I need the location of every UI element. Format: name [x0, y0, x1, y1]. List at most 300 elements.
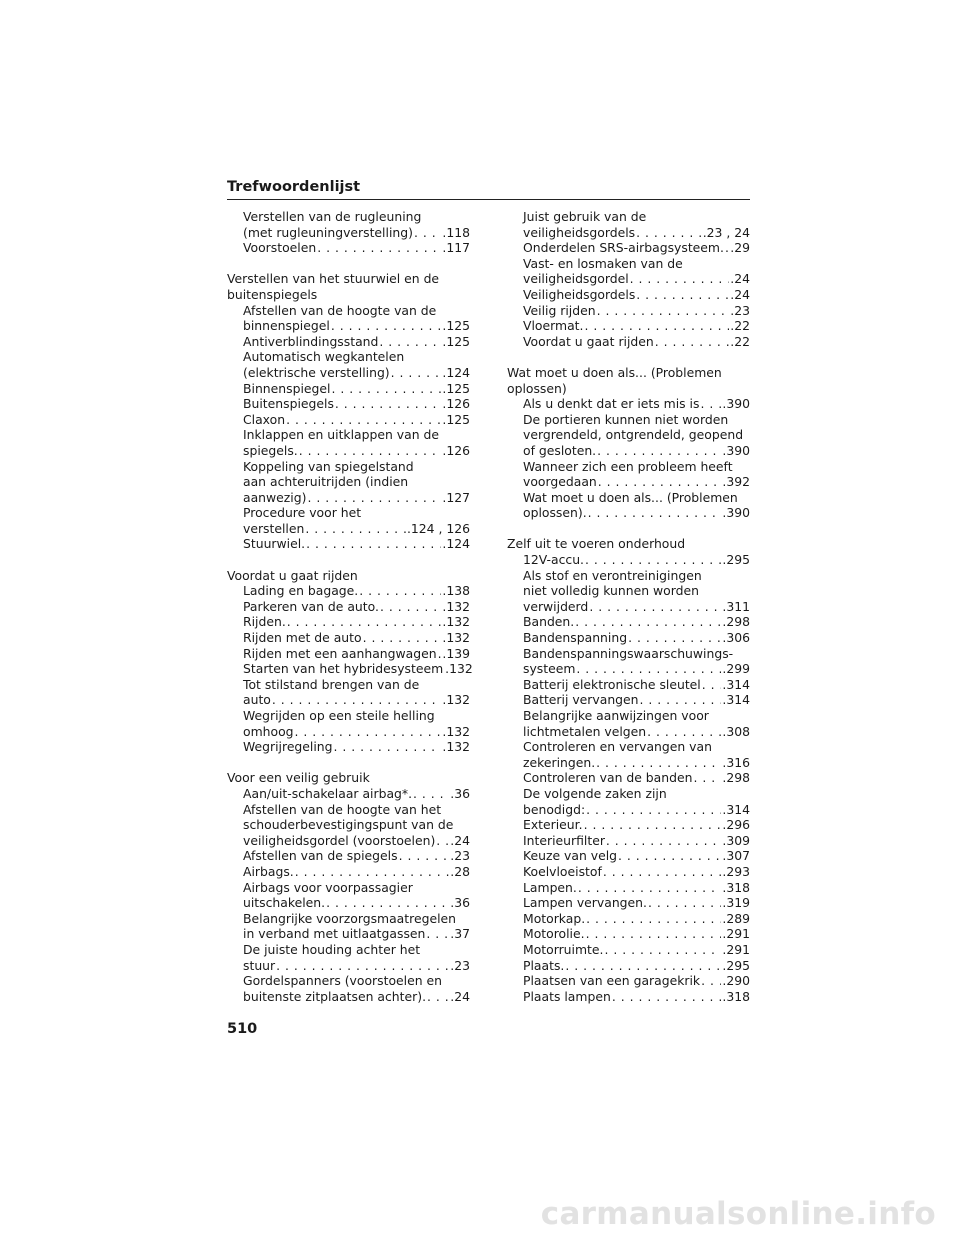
page-reference: .296 [722, 817, 750, 833]
entry-term: Lampen. [523, 879, 577, 895]
page-reference: .295 [722, 957, 750, 973]
entry-term: lichtmetalen velgen [523, 723, 647, 739]
entry-last-line [243, 739, 470, 755]
entry-text-line: Bandenspanningswaarschuwings- [523, 645, 734, 661]
index-column-left [227, 209, 473, 1020]
entry-text-line: Belangrijke aanwijzingen voor [523, 708, 709, 723]
index-entry [523, 989, 750, 1005]
entry-last-line [523, 614, 750, 630]
page-reference: .28 [450, 863, 470, 879]
index-entry [523, 630, 750, 646]
page-reference: .298 [722, 770, 750, 786]
entry-last-line [243, 521, 470, 537]
index-entry [523, 396, 750, 412]
dot-leader [359, 583, 441, 599]
index-entry [243, 381, 470, 397]
entry-term: Wegrijregeling [243, 739, 333, 755]
entry-last-line [523, 833, 750, 849]
dot-leader [648, 895, 721, 911]
entry-term: Exterieur. [523, 817, 583, 833]
entry-last-line [523, 770, 750, 786]
page-reference: .124 [442, 536, 470, 552]
dot-leader [272, 692, 442, 708]
index-subentries [507, 552, 750, 1004]
entry-term: buitenste zitplaatsen achter). [243, 988, 427, 1004]
index-heading: oplossen) [507, 380, 567, 396]
dot-leader [379, 334, 441, 350]
entry-last-line [523, 692, 750, 708]
dot-leader [326, 895, 449, 911]
index-entry [523, 880, 750, 896]
dot-leader [286, 412, 441, 428]
entry-text-line: De volgende zaken zijn [523, 785, 667, 801]
entry-term: veiligheidsgordels [523, 224, 636, 240]
index-group [507, 536, 750, 1004]
entry-last-line [523, 973, 750, 989]
dot-leader [647, 724, 721, 740]
index-entry [243, 614, 470, 630]
entry-text-line: Controleren en vervangen van [523, 739, 712, 755]
entry-text-line: Afstellen van de hoogte van het [243, 801, 442, 817]
page-title: Trefwoordenlijst [227, 179, 361, 195]
entry-last-line [523, 802, 750, 818]
page-reference: .293 [722, 863, 750, 879]
dot-leader [606, 833, 721, 849]
index-entry [243, 396, 470, 412]
dot-leader [701, 973, 721, 989]
entry-term: Aan/uit-schakelaar airbag*. [243, 785, 413, 801]
entry-term: Voorstoelen [243, 240, 317, 256]
entry-term: Lampen vervangen. [523, 895, 647, 911]
entry-last-line [243, 926, 470, 942]
index-entry [243, 459, 470, 506]
entry-term: Voordat u gaat rijden [523, 333, 654, 349]
page-reference: .390 [722, 396, 750, 412]
dot-leader [295, 724, 442, 740]
entry-last-line [523, 926, 750, 942]
entry-last-line [243, 989, 470, 1005]
page-number: 510 [227, 1021, 258, 1037]
index-entry [523, 817, 750, 833]
entry-term: verwijderd [523, 598, 589, 614]
entry-term: Rijden. [243, 614, 286, 630]
entry-term: Claxon [243, 411, 286, 427]
dot-leader [331, 381, 441, 397]
entry-text-line: Koppeling van spiegelstand [243, 458, 414, 474]
index-entry [523, 334, 750, 350]
dot-leader [391, 365, 442, 381]
dot-leader [588, 505, 722, 521]
page-reference: .125 [442, 380, 470, 396]
dot-leader [702, 677, 722, 693]
page-reference: .299 [722, 661, 750, 677]
page-reference: .23 , 24 [702, 224, 750, 240]
entry-term: Binnenspiegel [243, 380, 331, 396]
index-entry [243, 334, 470, 350]
page-reference: .314 [722, 801, 750, 817]
page-reference: .132 [442, 739, 470, 755]
entry-last-line [243, 381, 470, 397]
index-heading: Zelf uit te voeren onderhoud [507, 536, 686, 552]
index-entry [523, 926, 750, 942]
entry-last-line [243, 848, 470, 864]
index-entry [243, 802, 470, 849]
entry-term: Interieurfilter [523, 832, 605, 848]
page-reference: .314 [722, 692, 750, 708]
entry-term: 12V-accu. [523, 552, 584, 568]
index-heading: Verstellen van het stuurwiel en de [227, 271, 440, 287]
index-entry [523, 973, 750, 989]
index-group [227, 209, 470, 256]
page-reference: .126 [442, 396, 470, 412]
index-entry [243, 911, 470, 942]
dot-leader [414, 225, 441, 241]
dot-leader [331, 318, 442, 334]
entry-term: Motorkap. [523, 910, 586, 926]
dot-leader [596, 755, 721, 771]
index-heading: Wat moet u doen als... (Problemen [507, 364, 722, 380]
entry-last-line [523, 630, 750, 646]
page-reference: .390 [722, 442, 750, 458]
page-reference: .132 [445, 661, 473, 677]
index-entry [523, 895, 750, 911]
entry-term: Controleren van de banden [523, 770, 693, 786]
index-entry [523, 692, 750, 708]
index-entry [523, 958, 750, 974]
dot-leader [603, 864, 722, 880]
page-reference: .29 [730, 240, 750, 256]
entry-term: Lading en bagage. [243, 583, 359, 599]
page-reference: .127 [442, 489, 470, 505]
dot-leader [693, 770, 721, 786]
entry-term: in verband met uitlaatgassen [243, 926, 426, 942]
page-reference: .132 [442, 598, 470, 614]
entry-term: Parkeren van de auto. [243, 598, 379, 614]
page-reference: .22 [730, 318, 750, 334]
dot-leader [618, 848, 721, 864]
entry-last-line [243, 490, 470, 506]
entry-term: spiegels. [243, 442, 298, 458]
page-reference: .23 [450, 848, 470, 864]
entry-text-line: Juist gebruik van de [523, 209, 647, 224]
entry-term: stuur [243, 957, 276, 973]
index-entry [243, 209, 470, 240]
entry-last-line [243, 646, 470, 662]
page-reference: .126 [442, 442, 470, 458]
entry-last-line [523, 505, 750, 521]
entry-text-line: vergrendeld, ontgrendeld, geopend [523, 427, 744, 443]
index-entry [523, 614, 750, 630]
page-reference: .295 [722, 552, 750, 568]
index-entry [523, 677, 750, 693]
dot-leader [725, 240, 729, 256]
entry-text-line: Procedure voor het [243, 505, 362, 521]
entry-term: benodigd: [523, 801, 586, 817]
entry-last-line [523, 552, 750, 568]
dot-leader [317, 240, 441, 256]
dot-leader [636, 225, 702, 241]
index-entry [243, 739, 470, 755]
entry-term: Bandenspanning [523, 630, 628, 646]
index-group [227, 770, 470, 1004]
index-entry [243, 786, 470, 802]
dot-leader [630, 271, 730, 287]
entry-term: voorgedaan [523, 474, 597, 490]
index-entry [243, 880, 470, 911]
index-subentries [227, 583, 473, 755]
page-reference: .390 [722, 505, 750, 521]
index-entry [243, 427, 470, 458]
page-reference: .124 [442, 364, 470, 380]
entry-last-line [243, 833, 470, 849]
index-entry [243, 864, 470, 880]
entry-last-line [523, 911, 750, 927]
dot-leader [604, 942, 721, 958]
entry-term: Plaats lampen [523, 988, 611, 1004]
page-reference: .125 [442, 411, 470, 427]
entry-last-line [243, 958, 470, 974]
index-entry [243, 536, 470, 552]
page-reference: .306 [722, 630, 750, 646]
entry-last-line [523, 303, 750, 319]
entry-last-line [523, 287, 750, 303]
entry-last-line [523, 755, 750, 771]
page-reference: .36 [450, 895, 470, 911]
entry-term: verstellen [243, 520, 305, 536]
page-reference: .24 [730, 271, 750, 287]
entry-term: Airbags. [243, 863, 294, 879]
entry-last-line [523, 677, 750, 693]
entry-term: omhoog [243, 723, 294, 739]
index-subentries [507, 209, 750, 349]
dot-leader [305, 521, 406, 537]
entry-term: zekeringen. [523, 754, 596, 770]
page-reference: .290 [722, 973, 750, 989]
index-entry [243, 848, 470, 864]
dot-leader [295, 864, 450, 880]
page-reference: .117 [442, 240, 470, 256]
index-subentries [227, 209, 470, 256]
dot-leader [640, 692, 722, 708]
entry-last-line [523, 895, 750, 911]
dot-leader [380, 599, 441, 615]
dot-leader [306, 536, 441, 552]
entry-term: veiligheidsgordel (voorstoelen) [243, 832, 436, 848]
entry-term: Motorruimte. [523, 941, 604, 957]
entry-last-line [243, 396, 470, 412]
entry-last-line [523, 817, 750, 833]
page-reference: .139 [442, 645, 470, 661]
dot-leader [436, 833, 449, 849]
watermark: carmanualsonline.info [540, 1196, 936, 1232]
entry-text-line: Automatisch wegkantelen [243, 349, 405, 365]
entry-text-line: aan achteruitrijden (indien [243, 474, 409, 490]
index-entry [243, 505, 470, 536]
entry-last-line [523, 724, 750, 740]
dot-leader [585, 552, 721, 568]
page-reference: .319 [722, 895, 750, 911]
entry-last-line [523, 240, 750, 256]
entry-term: Afstellen van de spiegels [243, 848, 398, 864]
dot-leader [589, 599, 721, 615]
dot-leader [586, 802, 721, 818]
index-heading: Voor een veilig gebruik [227, 770, 370, 786]
index-entry [243, 661, 473, 677]
dot-leader [565, 958, 721, 974]
entry-text-line: De portieren kunnen niet worden [523, 411, 729, 427]
entry-term: Antiverblindingsstand [243, 333, 379, 349]
index-entry [523, 786, 750, 817]
index-entry [523, 942, 750, 958]
index-heading: buitenspiegels [227, 286, 318, 302]
page-reference: .309 [722, 832, 750, 848]
index-entry [523, 568, 750, 615]
index-entry [523, 770, 750, 786]
entry-term: Plaatsen van een garagekrik [523, 973, 701, 989]
entry-last-line [243, 895, 470, 911]
entry-text-line: Wegrijden op een steile helling [243, 708, 435, 723]
index-group [227, 271, 470, 552]
entry-last-line [523, 396, 750, 412]
entry-last-line [243, 661, 473, 677]
index-entry [523, 911, 750, 927]
entry-term: Stuurwiel. [243, 536, 306, 552]
entry-term: auto [243, 692, 271, 708]
index-entry [523, 833, 750, 849]
index-heading: Voordat u gaat rijden [227, 567, 358, 583]
entry-text-line: Airbags voor voorpassagier [243, 879, 413, 895]
entry-term: Keuze van velg [523, 848, 618, 864]
entry-last-line [243, 724, 470, 740]
entry-last-line [243, 536, 470, 552]
dot-leader [612, 989, 722, 1005]
entry-term: Veilig rijden [523, 302, 596, 318]
page-reference: .125 [442, 318, 470, 334]
entry-last-line [523, 474, 750, 490]
page-reference: .318 [722, 879, 750, 895]
dot-leader [597, 303, 730, 319]
page-reference: .24 [730, 286, 750, 302]
dot-leader [597, 443, 721, 459]
entry-text-line: Inklappen en uitklappen van de [243, 427, 439, 443]
dot-leader [628, 630, 721, 646]
entry-term: Banden. [523, 614, 575, 630]
index-subentries [227, 303, 470, 553]
page-reference: .124 , 126 [406, 520, 470, 536]
dot-leader [276, 958, 449, 974]
entry-text-line: Tot stilstand brengen van de [243, 676, 420, 692]
page-reference: .318 [722, 988, 750, 1004]
entry-last-line [523, 848, 750, 864]
page-reference: .132 [442, 692, 470, 708]
index-entry [523, 739, 750, 770]
entry-term: Rijden met een aanhangwagen [243, 645, 437, 661]
dot-leader [399, 848, 450, 864]
entry-last-line [523, 271, 750, 287]
dot-leader [299, 443, 442, 459]
entry-term: (met rugleuningverstelling) [243, 224, 413, 240]
entry-last-line [523, 661, 750, 677]
entry-last-line [243, 334, 470, 350]
dot-leader [307, 490, 441, 506]
entry-last-line [243, 365, 470, 381]
entry-last-line [523, 318, 750, 334]
page-reference: .307 [722, 848, 750, 864]
entry-last-line [243, 225, 470, 241]
entry-last-line [523, 225, 750, 241]
dot-leader [576, 661, 721, 677]
index-entry [243, 708, 470, 739]
page-reference: .37 [450, 926, 470, 942]
index-entry [523, 459, 750, 490]
dot-leader [335, 396, 442, 412]
entry-term: Vloermat. [523, 318, 584, 334]
index-entry [523, 318, 750, 334]
index-entry [523, 646, 750, 677]
page-reference: .298 [722, 614, 750, 630]
dot-leader [438, 646, 442, 662]
entry-text-line: Vast- en losmaken van de [523, 255, 683, 271]
index-entry [523, 256, 750, 287]
index-entry [243, 349, 470, 380]
entry-last-line [523, 864, 750, 880]
page-reference: .291 [722, 941, 750, 957]
entry-last-line [243, 412, 470, 428]
entry-text-line: Gordelspanners (voorstoelen en [243, 973, 442, 989]
entry-last-line [523, 958, 750, 974]
dot-leader [426, 926, 449, 942]
index-entry [243, 677, 470, 708]
entry-last-line [523, 989, 750, 1005]
index-entry [523, 412, 750, 459]
page-reference: .132 [442, 723, 470, 739]
entry-term: Starten van het hybridesysteem [243, 661, 444, 677]
page-reference: .316 [722, 754, 750, 770]
entry-term: binnenspiegel [243, 318, 330, 334]
index-subentries [507, 396, 750, 521]
entry-term: uitschakelen. [243, 895, 326, 911]
entry-term: Batterij vervangen [523, 692, 639, 708]
entry-last-line [243, 599, 470, 615]
entry-term: Koelvloeistof [523, 863, 602, 879]
entry-text-line: Belangrijke voorzorgsmaatregelen [243, 910, 456, 926]
page-reference: .22 [730, 333, 750, 349]
index-entry [243, 412, 470, 428]
entry-term: Plaats. [523, 957, 565, 973]
page-reference: .24 [450, 988, 470, 1004]
dot-leader [334, 739, 442, 755]
entry-text-line: Als stof en verontreinigingen [523, 567, 702, 583]
index-entry [523, 848, 750, 864]
index-group [227, 567, 473, 755]
dot-leader [584, 817, 722, 833]
entry-term: Motorolie. [523, 926, 585, 942]
index-entry [523, 490, 750, 521]
entry-last-line [243, 240, 470, 256]
page-reference: .392 [722, 474, 750, 490]
dot-leader [700, 396, 721, 412]
entry-last-line [243, 864, 470, 880]
entry-last-line [243, 318, 470, 334]
page-reference: .118 [442, 224, 470, 240]
index-entry [243, 942, 470, 973]
entry-text-line: De juiste houding achter het [243, 941, 421, 957]
dot-leader [598, 474, 722, 490]
index-group [507, 365, 750, 521]
index-entry [243, 646, 470, 662]
dot-leader [636, 287, 729, 303]
entry-last-line [243, 614, 470, 630]
